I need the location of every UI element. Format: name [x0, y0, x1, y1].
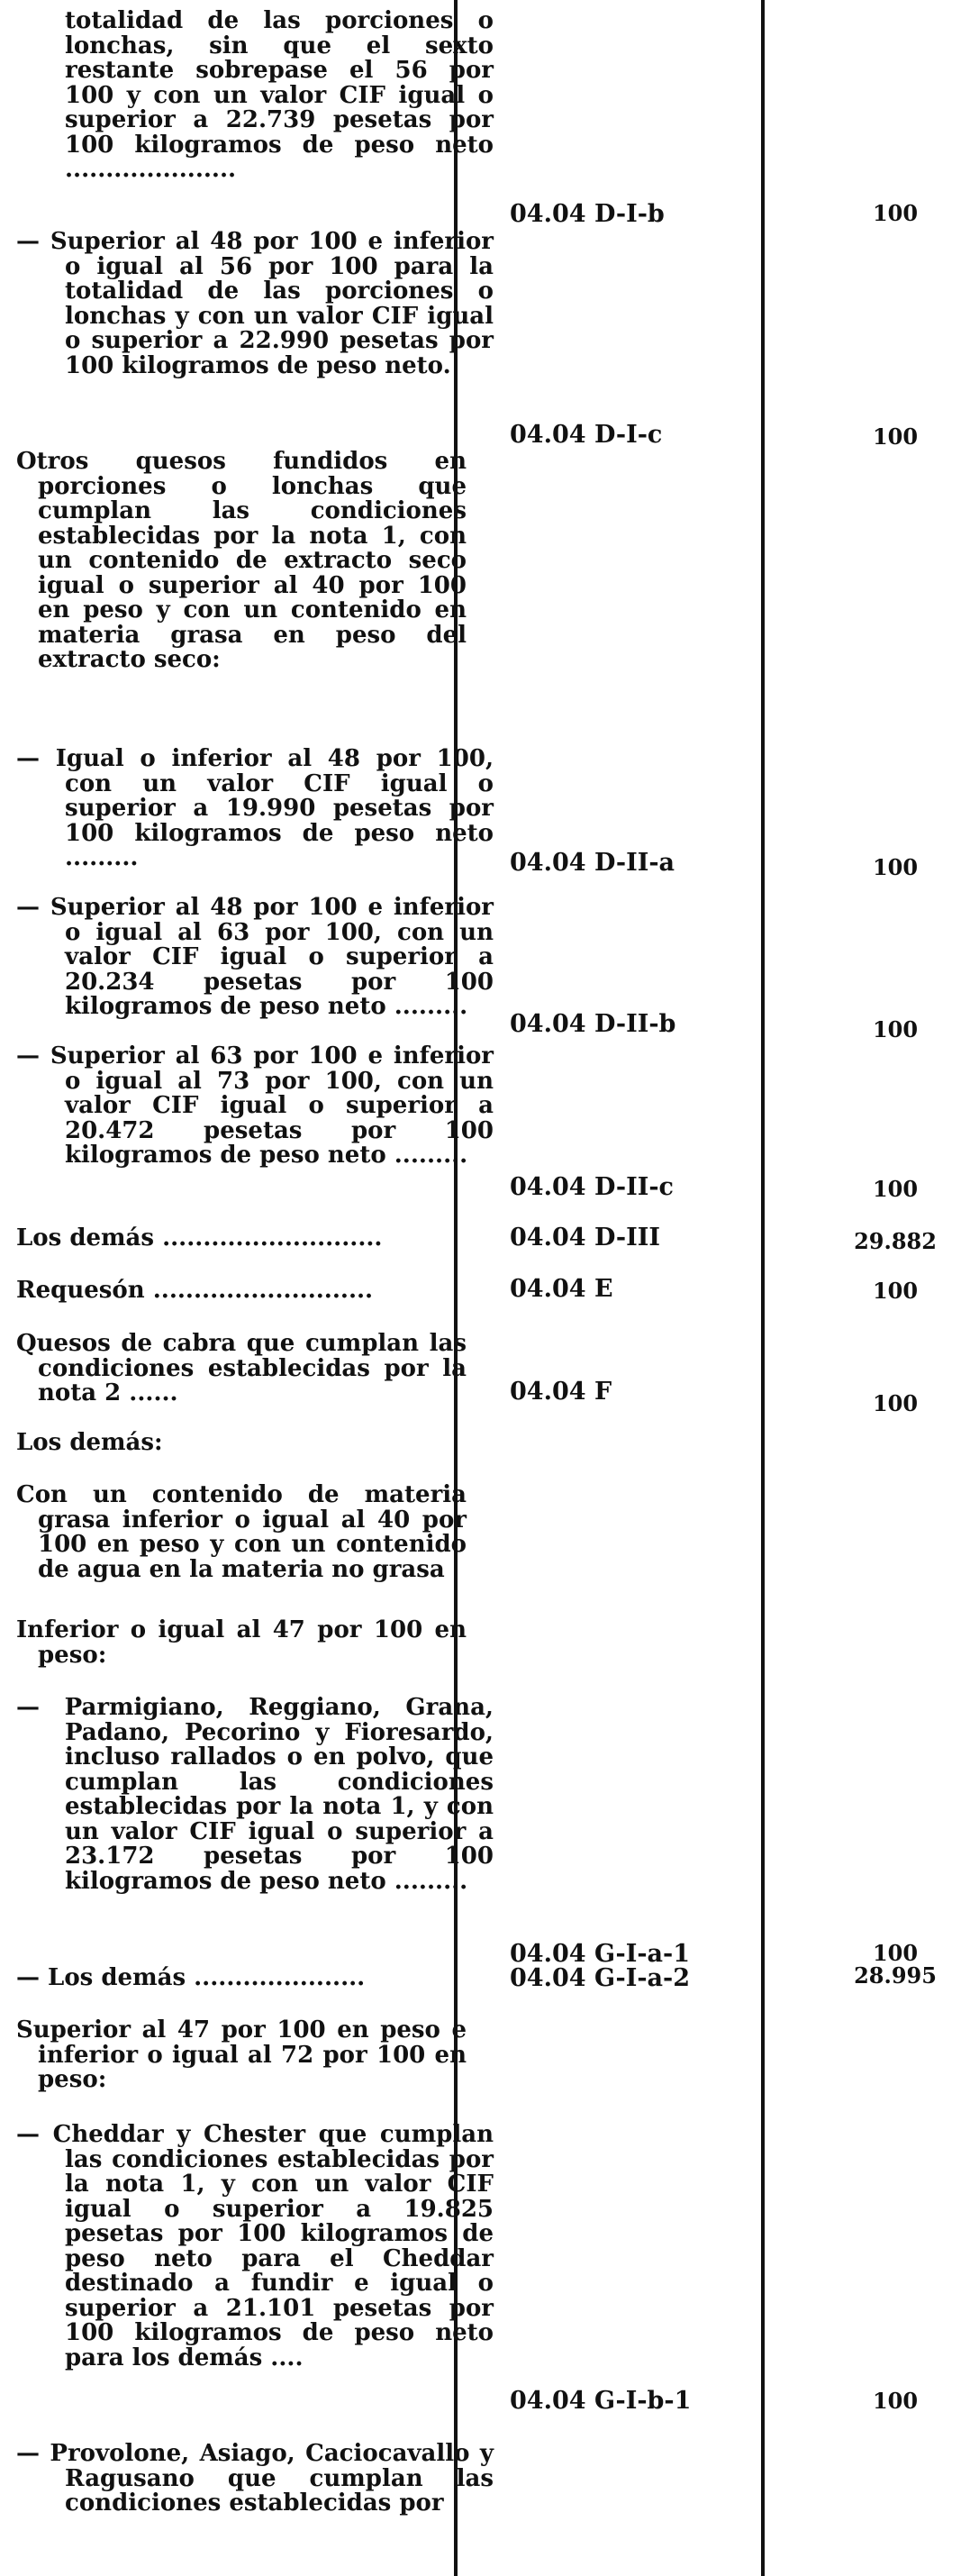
duty-value: 100 [872, 1176, 919, 1202]
duty-value: 100 [872, 200, 919, 226]
tariff-code: 04.04 D-II-b [510, 1010, 676, 1038]
text-block: Los demás ........................... [16, 1224, 383, 1252]
tariff-code: 04.04 G-I-a-2 [510, 1964, 691, 1992]
text-block: Inferior o igual al 47 por 100 en peso: [16, 1616, 467, 1669]
column-rule-right [761, 0, 765, 2576]
tariff-code: 04.04 G-I-a-1 [510, 1940, 691, 1968]
tariff-code: 04.04 G-I-b-1 [510, 2387, 692, 2415]
duty-value: 100 [872, 1016, 919, 1042]
text-block: — Superior al 63 por 100 e inferior o igual al 73 por 100, con un valor CIF igual o superior a 20.472 pesetas por 100 kilogramos de peso neto ......... [16, 1042, 494, 1169]
text-block: — Superior al 48 por 100 e inferior o igual al 56 por 100 para la totalidad de las porciones o lonchas y con un valor CIF igual o superior a 22.990 pesetas por 100 kilogramos de peso neto. [16, 228, 494, 379]
text-block: — Provolone, Asiago, Caciocavallo y Ragusano que cumplan las condiciones establecidas por [16, 2440, 494, 2517]
tariff-code: 04.04 D-II-c [510, 1173, 674, 1201]
text-block: Otros quesos fundidos en porciones o lonchas que cumplan las condiciones establecidas por la nota 1, con un contenido de extracto seco igual o superior al 40 por 100 en peso y con un contenido en materia grasa en peso del extracto seco: [16, 448, 467, 673]
text-block: — Cheddar y Chester que cumplan las condiciones establecidas por la nota 1, y con un valor CIF igual o superior a 19.825 pesetas por 100 kilogramos de peso neto para el Cheddar destinado a fundir e igual o superior a 21.101 pesetas por 100 kilogramos de peso neto para los demás .... [16, 2121, 494, 2371]
text-block: Los demás: [16, 1429, 163, 1456]
text-block: Con un contenido de materia grasa inferior o igual al 40 por 100 en peso y con un contenido de agua en la materia no grasa [16, 1481, 467, 1583]
text-block: — Los demás ..................... [16, 1964, 366, 1991]
duty-value: 100 [872, 1278, 919, 1304]
text-block: totalidad de las porciones o lonchas, sin que el sexto restante sobrepase el 56 por 100 y con un valor CIF igual o superior a 22.739 pesetas por 100 kilogramos de peso neto ..................... [65, 7, 494, 183]
tariff-code: 04.04 D-I-c [510, 421, 663, 449]
duty-value: 100 [872, 1940, 919, 1966]
text-block: Quesos de cabra que cumplan las condiciones establecidas por la nota 2 ...... [16, 1330, 467, 1406]
text-block: — Superior al 48 por 100 e inferior o igual al 63 por 100, con un valor CIF igual o superior a 20.234 pesetas por 100 kilogramos de peso neto ......... [16, 894, 494, 1020]
text-block: Requesón ........................... [16, 1277, 374, 1304]
tariff-code: 04.04 D-II-a [510, 849, 675, 877]
duty-value: 100 [872, 854, 919, 880]
duty-value: 29.882 [854, 1228, 937, 1254]
text-block: — Parmigiano, Reggiano, Grana, Padano, Pecorino y Fioresardo, incluso rallados o en polvo, que cumplan las condiciones establecidas por la nota 1, y con un valor CIF igual o superior a 23.172 pesetas por 100 kilogramos de peso neto ......... [16, 1694, 494, 1895]
tariff-code: 04.04 D-III [510, 1224, 660, 1252]
text-block: — Igual o inferior al 48 por 100, con un valor CIF igual o superior a 19.990 pesetas por 100 kilogramos de peso neto ......... [16, 745, 494, 871]
tariff-code: 04.04 D-I-b [510, 200, 665, 228]
tariff-code: 04.04 F [510, 1378, 612, 1406]
duty-value: 28.995 [854, 1962, 937, 1989]
text-block: Superior al 47 por 100 en peso e inferior o igual al 72 por 100 en peso: [16, 2016, 467, 2093]
duty-value: 100 [872, 1390, 919, 1416]
tariff-code: 04.04 E [510, 1275, 613, 1303]
duty-value: 100 [872, 2388, 919, 2414]
duty-value: 100 [872, 423, 919, 450]
